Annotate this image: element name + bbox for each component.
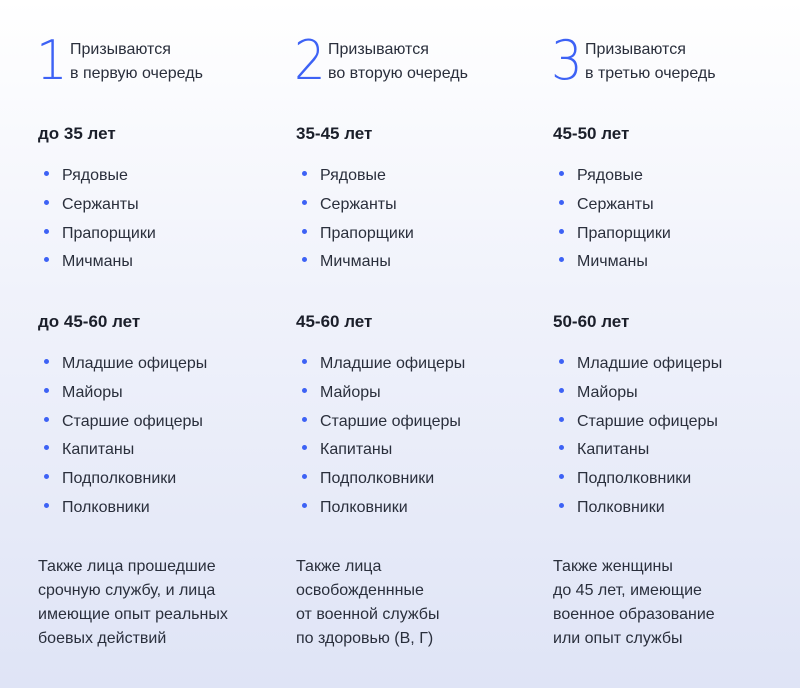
list-item bbox=[296, 410, 465, 439]
list-item bbox=[38, 352, 207, 381]
note-line: до 45 лет, имеющие bbox=[553, 582, 702, 599]
list-item bbox=[296, 381, 465, 410]
bullet-icon bbox=[44, 388, 49, 393]
rank-label: Мичманы bbox=[577, 253, 648, 271]
rank-list bbox=[553, 164, 671, 279]
wave-title-line: в первую очередь bbox=[70, 65, 203, 82]
bullet-icon bbox=[44, 200, 49, 205]
rank-label: Полковники bbox=[62, 498, 150, 516]
note-line: Также лица bbox=[296, 558, 382, 575]
list-item bbox=[553, 164, 671, 193]
list-item bbox=[38, 164, 156, 193]
bullet-icon bbox=[302, 229, 307, 234]
list-item bbox=[38, 250, 156, 279]
bullet-icon bbox=[559, 445, 564, 450]
bullet-icon bbox=[44, 503, 49, 508]
note-line: по здоровью (В, Г) bbox=[296, 630, 434, 647]
rank-label: Прапорщики bbox=[62, 224, 156, 242]
rank-label: Мичманы bbox=[320, 253, 391, 271]
list-item bbox=[296, 193, 414, 222]
list-item bbox=[38, 496, 207, 525]
additional-note bbox=[553, 555, 783, 651]
list-item bbox=[553, 410, 722, 439]
note-line: имеющие опыт реальных bbox=[38, 606, 228, 623]
bullet-icon bbox=[44, 257, 49, 262]
bullet-icon bbox=[559, 474, 564, 479]
note-line: от военной службы bbox=[296, 606, 440, 623]
list-item bbox=[38, 438, 207, 467]
rank-label: Майоры bbox=[320, 383, 381, 401]
bullet-icon bbox=[44, 474, 49, 479]
age-group-title: 50-60 лет bbox=[553, 312, 630, 331]
additional-note bbox=[296, 555, 526, 651]
bullet-icon bbox=[559, 388, 564, 393]
wave-title bbox=[328, 36, 468, 86]
bullet-icon bbox=[302, 171, 307, 176]
list-item bbox=[553, 222, 671, 251]
list-item bbox=[38, 467, 207, 496]
rank-label: Старшие офицеры bbox=[320, 412, 461, 430]
additional-note bbox=[38, 555, 268, 651]
rank-label: Старшие офицеры bbox=[577, 412, 718, 430]
column-header bbox=[294, 29, 468, 92]
wave-title-line: в третью очередь bbox=[585, 65, 716, 82]
bullet-icon bbox=[302, 388, 307, 393]
bullet-icon bbox=[302, 474, 307, 479]
rank-label: Подполковники bbox=[320, 470, 435, 488]
wave-number: 1 bbox=[36, 29, 68, 92]
wave-title-line: Призываются bbox=[585, 41, 686, 58]
bullet-icon bbox=[44, 417, 49, 422]
bullet-icon bbox=[559, 359, 564, 364]
list-item bbox=[553, 352, 722, 381]
note-line: освобожденнные bbox=[296, 582, 424, 599]
note-line: или опыт службы bbox=[553, 630, 683, 647]
bullet-icon bbox=[559, 171, 564, 176]
rank-label: Майоры bbox=[577, 383, 638, 401]
list-item bbox=[296, 352, 465, 381]
rank-label: Сержанты bbox=[577, 195, 654, 213]
bullet-icon bbox=[44, 445, 49, 450]
bullet-icon bbox=[44, 171, 49, 176]
rank-list bbox=[296, 352, 465, 525]
list-item bbox=[296, 496, 465, 525]
bullet-icon bbox=[302, 359, 307, 364]
list-item bbox=[38, 410, 207, 439]
bullet-icon bbox=[559, 229, 564, 234]
rank-label: Прапорщики bbox=[577, 224, 671, 242]
rank-label: Полковники bbox=[320, 498, 408, 516]
bullet-icon bbox=[302, 417, 307, 422]
list-item bbox=[296, 164, 414, 193]
list-item bbox=[553, 381, 722, 410]
rank-label: Сержанты bbox=[320, 195, 397, 213]
column-third-wave bbox=[553, 0, 793, 688]
list-item bbox=[38, 381, 207, 410]
list-item bbox=[553, 250, 671, 279]
bullet-icon bbox=[44, 359, 49, 364]
wave-number: 3 bbox=[551, 29, 583, 92]
list-item bbox=[296, 222, 414, 251]
wave-title-line: Призываются bbox=[70, 41, 171, 58]
rank-label: Старшие офицеры bbox=[62, 412, 203, 430]
bullet-icon bbox=[44, 229, 49, 234]
list-item bbox=[296, 467, 465, 496]
rank-label: Подполковники bbox=[62, 470, 177, 488]
note-line: боевых действий bbox=[38, 630, 167, 647]
list-item bbox=[553, 496, 722, 525]
column-header bbox=[551, 29, 716, 92]
rank-label: Прапорщики bbox=[320, 224, 414, 242]
wave-title-line: во вторую очередь bbox=[328, 65, 468, 82]
bullet-icon bbox=[559, 503, 564, 508]
rank-label: Майоры bbox=[62, 383, 123, 401]
bullet-icon bbox=[559, 417, 564, 422]
wave-title-line: Призываются bbox=[328, 41, 429, 58]
rank-list bbox=[38, 164, 156, 279]
note-line: Также лица прошедшие bbox=[38, 558, 216, 575]
rank-label: Полковники bbox=[577, 498, 665, 516]
wave-title bbox=[70, 36, 203, 86]
rank-label: Младшие офицеры bbox=[320, 355, 466, 372]
bullet-icon bbox=[302, 445, 307, 450]
bullet-icon bbox=[302, 200, 307, 205]
list-item bbox=[553, 467, 722, 496]
rank-label: Капитаны bbox=[62, 441, 135, 459]
rank-label: Капитаны bbox=[320, 441, 393, 459]
bullet-icon bbox=[302, 503, 307, 508]
age-group-title: 35-45 лет bbox=[296, 124, 373, 143]
list-item bbox=[38, 222, 156, 251]
rank-label: Рядовые bbox=[62, 167, 128, 184]
rank-label: Подполковники bbox=[577, 470, 692, 488]
bullet-icon bbox=[302, 257, 307, 262]
rank-label: Рядовые bbox=[320, 167, 386, 184]
column-second-wave bbox=[296, 0, 536, 688]
age-group-title: до 45-60 лет bbox=[38, 312, 141, 331]
list-item bbox=[553, 438, 722, 467]
rank-label: Младшие офицеры bbox=[577, 355, 723, 372]
note-line: военное образование bbox=[553, 606, 715, 623]
note-line: срочную службу, и лица bbox=[38, 582, 216, 599]
column-first-wave bbox=[38, 0, 278, 688]
age-group-title: 45-50 лет bbox=[553, 124, 630, 143]
list-item bbox=[296, 250, 414, 279]
list-item bbox=[38, 193, 156, 222]
rank-list bbox=[553, 352, 722, 525]
age-group-title: до 35 лет bbox=[38, 124, 116, 143]
wave-number: 2 bbox=[294, 29, 326, 92]
list-item bbox=[553, 193, 671, 222]
rank-list bbox=[296, 164, 414, 279]
rank-label: Рядовые bbox=[577, 167, 643, 184]
rank-label: Мичманы bbox=[62, 253, 133, 271]
rank-label: Капитаны bbox=[577, 441, 650, 459]
bullet-icon bbox=[559, 200, 564, 205]
rank-list bbox=[38, 352, 207, 525]
age-group-title: 45-60 лет bbox=[296, 312, 373, 331]
wave-title bbox=[585, 36, 716, 86]
list-item bbox=[296, 438, 465, 467]
column-header bbox=[36, 29, 203, 92]
bullet-icon bbox=[559, 257, 564, 262]
rank-label: Сержанты bbox=[62, 195, 139, 213]
rank-label: Младшие офицеры bbox=[62, 355, 208, 372]
note-line: Также женщины bbox=[553, 558, 673, 575]
